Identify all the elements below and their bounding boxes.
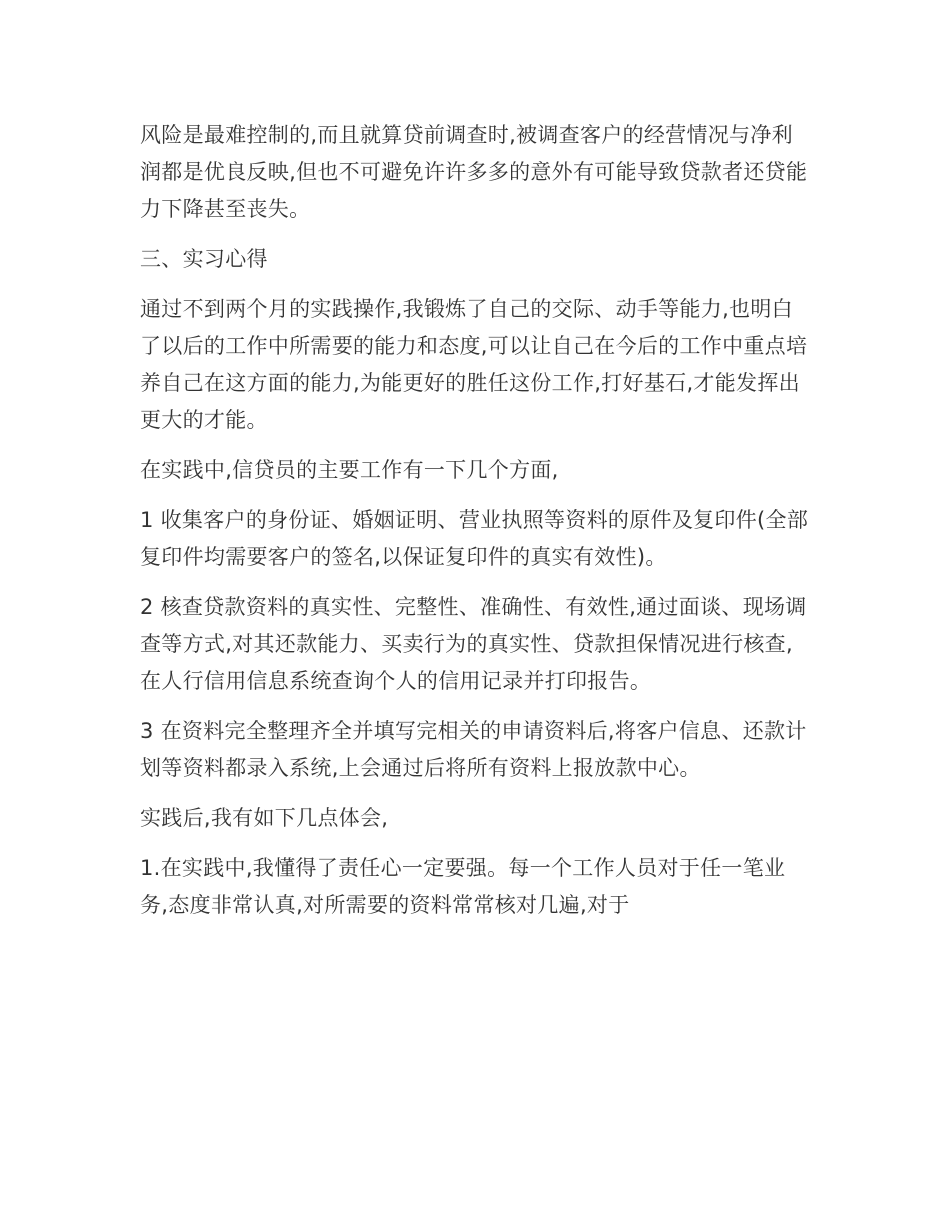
list-item-duty-3: 3 在资料完全整理齐全并填写完相关的申请资料后,将客户信息、还款计划等资料都录入系统,上会通过后将所有资料上报放款中心。 bbox=[140, 719, 807, 780]
section-heading-internship-experience: 三、实习心得 bbox=[140, 247, 268, 271]
paragraph-reflections-intro: 实践后,我有如下几点体会, bbox=[140, 806, 389, 830]
paragraph-duties-intro: 在实践中,信贷员的主要工作有一下几个方面, bbox=[140, 458, 559, 482]
paragraph-practice-summary: 通过不到两个月的实践操作,我锻炼了自己的交际、动手等能力,也明白了以后的工作中所需要的能力和态度,可以让自己在今后的工作中重点培养自己在这方面的能力,为能更好的胜任这份工作,打好基石,才能发挥出更大的才能。 bbox=[140, 297, 808, 432]
list-item-duty-2: 2 核查贷款资料的真实性、完整性、准确性、有效性,通过面谈、现场调查等方式,对其还款能力、买卖行为的真实性、贷款担保情况进行核查,在人行信用信息系统查询个人的信用记录并打印报告。 bbox=[140, 595, 807, 693]
paragraph-risk: 风险是最难控制的,而且就算贷前调查时,被调查客户的经营情况与净利润都是优良反映,但也不可避免许许多多的意外有可能导致贷款者还贷能力下降甚至丧失。 bbox=[140, 123, 808, 221]
document-body bbox=[140, 117, 812, 937]
list-item-reflection-1: 1.在实践中,我懂得了责任心一定要强。每一个工作人员对于任一笔业务,态度非常认真,对所需要的资料常常核对几遍,对于 bbox=[140, 856, 786, 917]
list-item-duty-1: 1 收集客户的身份证、婚姻证明、营业执照等资料的原件及复印件(全部复印件均需要客户的签名,以保证复印件的真实有效性)。 bbox=[140, 508, 809, 569]
